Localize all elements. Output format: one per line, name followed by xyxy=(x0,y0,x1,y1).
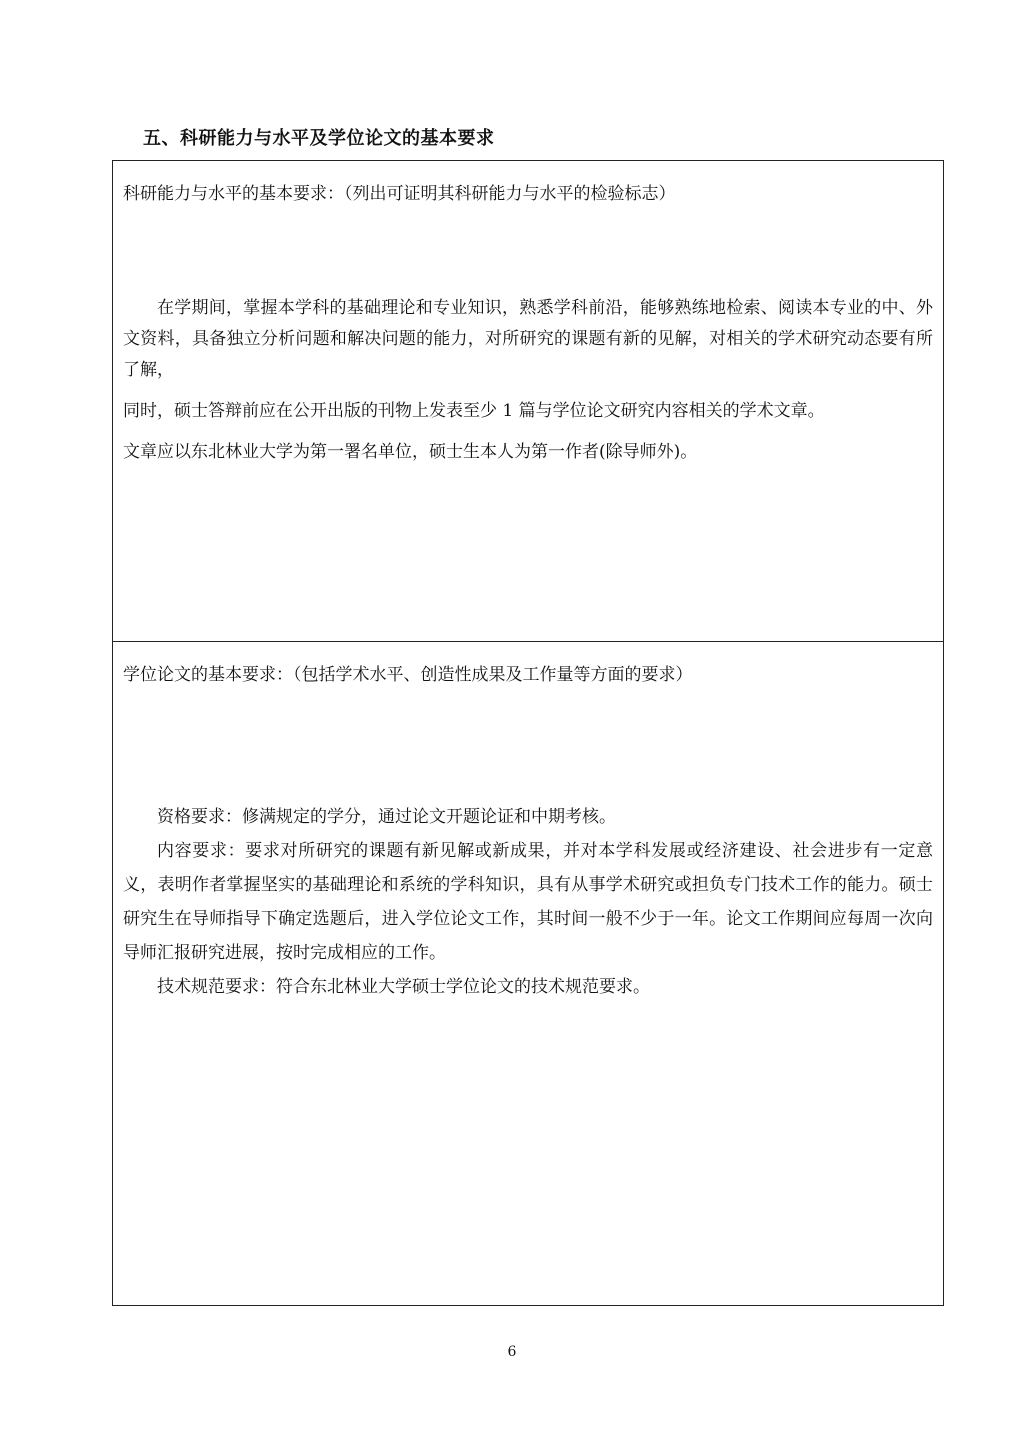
thesis-requirements-cell xyxy=(113,642,943,1305)
qualification-requirement: 资格要求：修满规定的学分，通过论文开题论证和中期考核。 xyxy=(157,807,616,827)
technical-standard-requirement: 技术规范要求：符合东北林业大学硕士学位论文的技术规范要求。 xyxy=(157,977,650,997)
section-heading: 五、科研能力与水平及学位论文的基本要求 xyxy=(143,128,495,149)
research-ability-paragraph-3: 文章应以东北林业大学为第一署名单位，硕士生本人为第一作者(除导师外)。 xyxy=(123,442,698,462)
research-ability-cell xyxy=(113,161,943,642)
thesis-requirements-label: 学位论文的基本要求：（包括学术水平、创造性成果及工作量等方面的要求） xyxy=(123,665,693,685)
thesis-requirements-body xyxy=(123,800,933,1004)
research-ability-label: 科研能力与水平的基本要求：（列出可证明其科研能力与水平的检验标志） xyxy=(123,184,676,204)
research-ability-body xyxy=(123,293,933,468)
requirements-form-table xyxy=(112,160,944,1306)
page-number: 6 xyxy=(507,1344,517,1360)
research-ability-paragraph-1: 在学期间，掌握本学科的基础理论和专业知识，熟悉学科前沿，能够熟练地检索、阅读本专业的中、外文资料，具备独立分析问题和解决问题的能力，对所研究的课题有新的见解，对相关的学术研究动态要有所了解， xyxy=(123,298,933,380)
research-ability-paragraph-2: 同时，硕士答辩前应在公开出版的刊物上发表至少 1 篇与学位论文研究内容相关的学术文章。 xyxy=(123,401,825,421)
content-requirement: 内容要求：要求对所研究的课题有新见解或新成果，并对本学科发展或经济建设、社会进步有一定意义，表明作者掌握坚实的基础理论和系统的学科知识，具有从事学术研究或担负专门技术工作的能力。硕士研究生在导师指导下确定选题后，进入学位论文工作，其时间一般不少于一年。论文工作期间应每周一次向导师汇报研究进展，按时完成相应的工作。 xyxy=(123,841,933,963)
